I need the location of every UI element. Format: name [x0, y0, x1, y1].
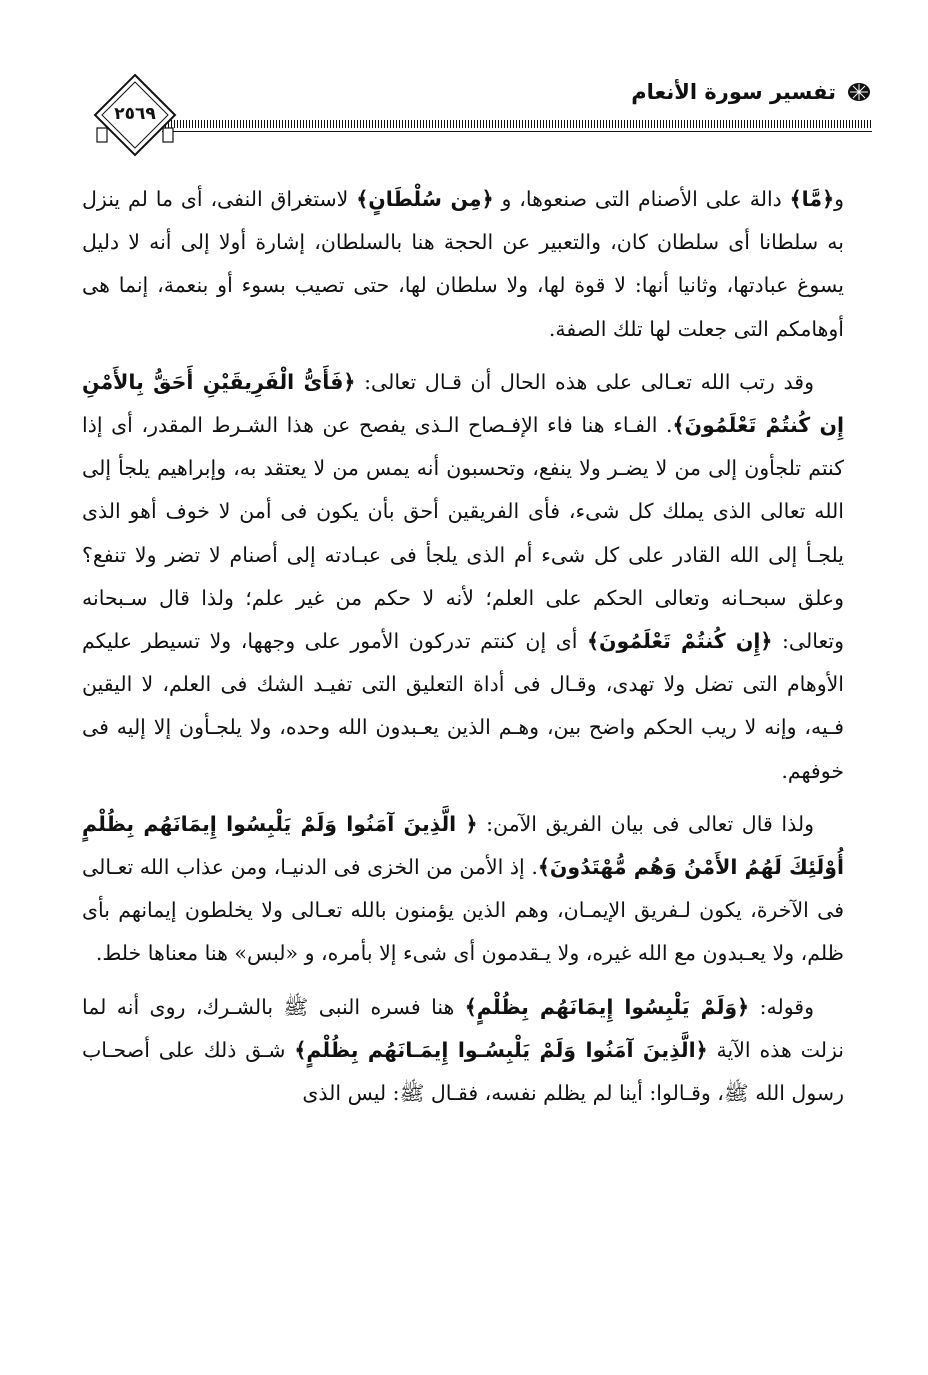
page-number: ٢٥٦٩ — [114, 104, 156, 124]
paragraph-text: هنا فسره النبى ﷺ بالشـرك، روى أنه لما نزلت هذه الآية — [82, 994, 845, 1062]
paragraph-text: لاستغراق النفى، أى ما لم ينزل به سلطانا أى سلطان كان، والتعبير عن الحجة هنا بالسلطان، إشارة أولا إلى أنه لا دليل يسوغ عبادتها، وثانيا أنها: لا قوة لها، ولا سلطان لها، حتى تصيب بسوء أو بنعمة، إنما هى أوهامكم التى جعلت لها تلك الصفة. — [82, 187, 844, 341]
quran-quote: ﴿الَّذِينَ آمَنُوا وَلَمْ يَلْبِسُـوا إِيمَـانَهُم بِظُلْمٍ﴾ — [294, 1037, 708, 1062]
running-title — [631, 80, 872, 104]
paragraph — [82, 803, 844, 976]
header-rule-thin — [162, 131, 872, 132]
paragraph-text: شـق ذلك على أصحـاب رسول الله ﷺ، وقـالوا: أينا لم يظلم نفسه، فقـال ﷺ: ليس الذى — [82, 1037, 844, 1106]
header-rule — [162, 120, 872, 128]
paragraph-text: دالة على الأصنام التى صنعوها، و — [493, 187, 790, 211]
quran-quote: ﴿إِن كُنتُمْ تَعْلَمُونَ﴾ — [587, 629, 773, 654]
paragraph — [82, 986, 844, 1116]
quran-quote: ﴿مَّا﴾ — [789, 187, 835, 211]
header-title: تفسير سورة الأنعام — [631, 80, 836, 104]
paragraph — [82, 361, 844, 793]
quran-quote: ﴿وَلَمْ يَلْبِسُوا إِيمَانَهُم بِظُلْمٍ﴾ — [464, 994, 750, 1019]
paragraph-text: ولذا قال تعالى فى بيان الفريق الآمن: — [477, 811, 814, 836]
page-body — [82, 178, 844, 1125]
flower-ornament-icon — [846, 81, 872, 103]
page-header — [92, 60, 872, 160]
paragraph — [82, 178, 844, 351]
quran-quote: ﴿مِن سُلْطَانٍ﴾ — [356, 187, 494, 211]
quran-quote: ﴿فَأَىُّ الْفَرِيقَيْنِ أَحَقُّ بِالأَمْنِ إِن كُنتُمْ تَعْلَمُونَ﴾ — [82, 369, 844, 438]
paragraph-text: أى إن كنتم تدركون الأمور على وجهها، ولا تسيطر عليكم الأوهام التى تضل ولا تهدى، وقـال فى أداة التعليق التى تفيـد الشك فى العلم، لا اليقين فـيه، وإنه لا ريب الحكم واضح بين، وهـم الذين يعـبدون الله وحده، ولا يلجـأون إلا إليه فى خوفهم. — [82, 629, 844, 783]
page-number-badge — [92, 72, 178, 158]
paragraph-text: و — [834, 187, 844, 211]
paragraph-text: وقد رتب الله تعـالى على هذه الحال أن قـال تعالى: — [355, 369, 814, 394]
paragraph-text: وقوله: — [749, 994, 815, 1019]
quran-quote: ﴿ الَّذِينَ آمَنُوا وَلَمْ يَلْبِسُوا إِيمَانَهُم بِظُلْمٍ أُوْلَئِكَ لَهُمُ الأَمْنُ وَهُم مُّهْتَدُونَ﴾ — [82, 811, 844, 880]
paragraph-text: . إذ الأمن من الخزى فى الدنيـا، ومن عذاب الله تعـالى فى الآخرة، يكون لـفريق الإيمـان، وهم الذين يؤمنون بالله تعـالى ولا يخلطون إيمانهم بأى ظلم، ولا يعـبدون مع الله غيره، ولا يـقدمون أى شىء إلا بأمره، و «لبس» هنا معناها خلط. — [82, 855, 844, 966]
paragraph-text: . الفـاء هنا فاء الإفـصاح الـذى يفصح عن هذا الشـرط المقدر، أى إذا كنتم تلجأون إلى من لا يضـر ولا ينفع، وتحسبون أنه يمس من لا يعتقد به، وإبراهيم يلجأ إلى الله تعالى الذى يملك كل شىء، فأى الفريقين أحق بأن يكون فى أمن لا خوف أهو الذى يلجـأ إلى الله القادر على كل شىء أم الذى يلجأ فى عبـادته إلى أصنام لا تضر ولا تنفع؟ وعلق سبحـانه وتعالى الحكم على العلم؛ لأنه لا حكم من غير علم؛ ولذا قال سـبحانه وتعالى: — [82, 413, 844, 654]
